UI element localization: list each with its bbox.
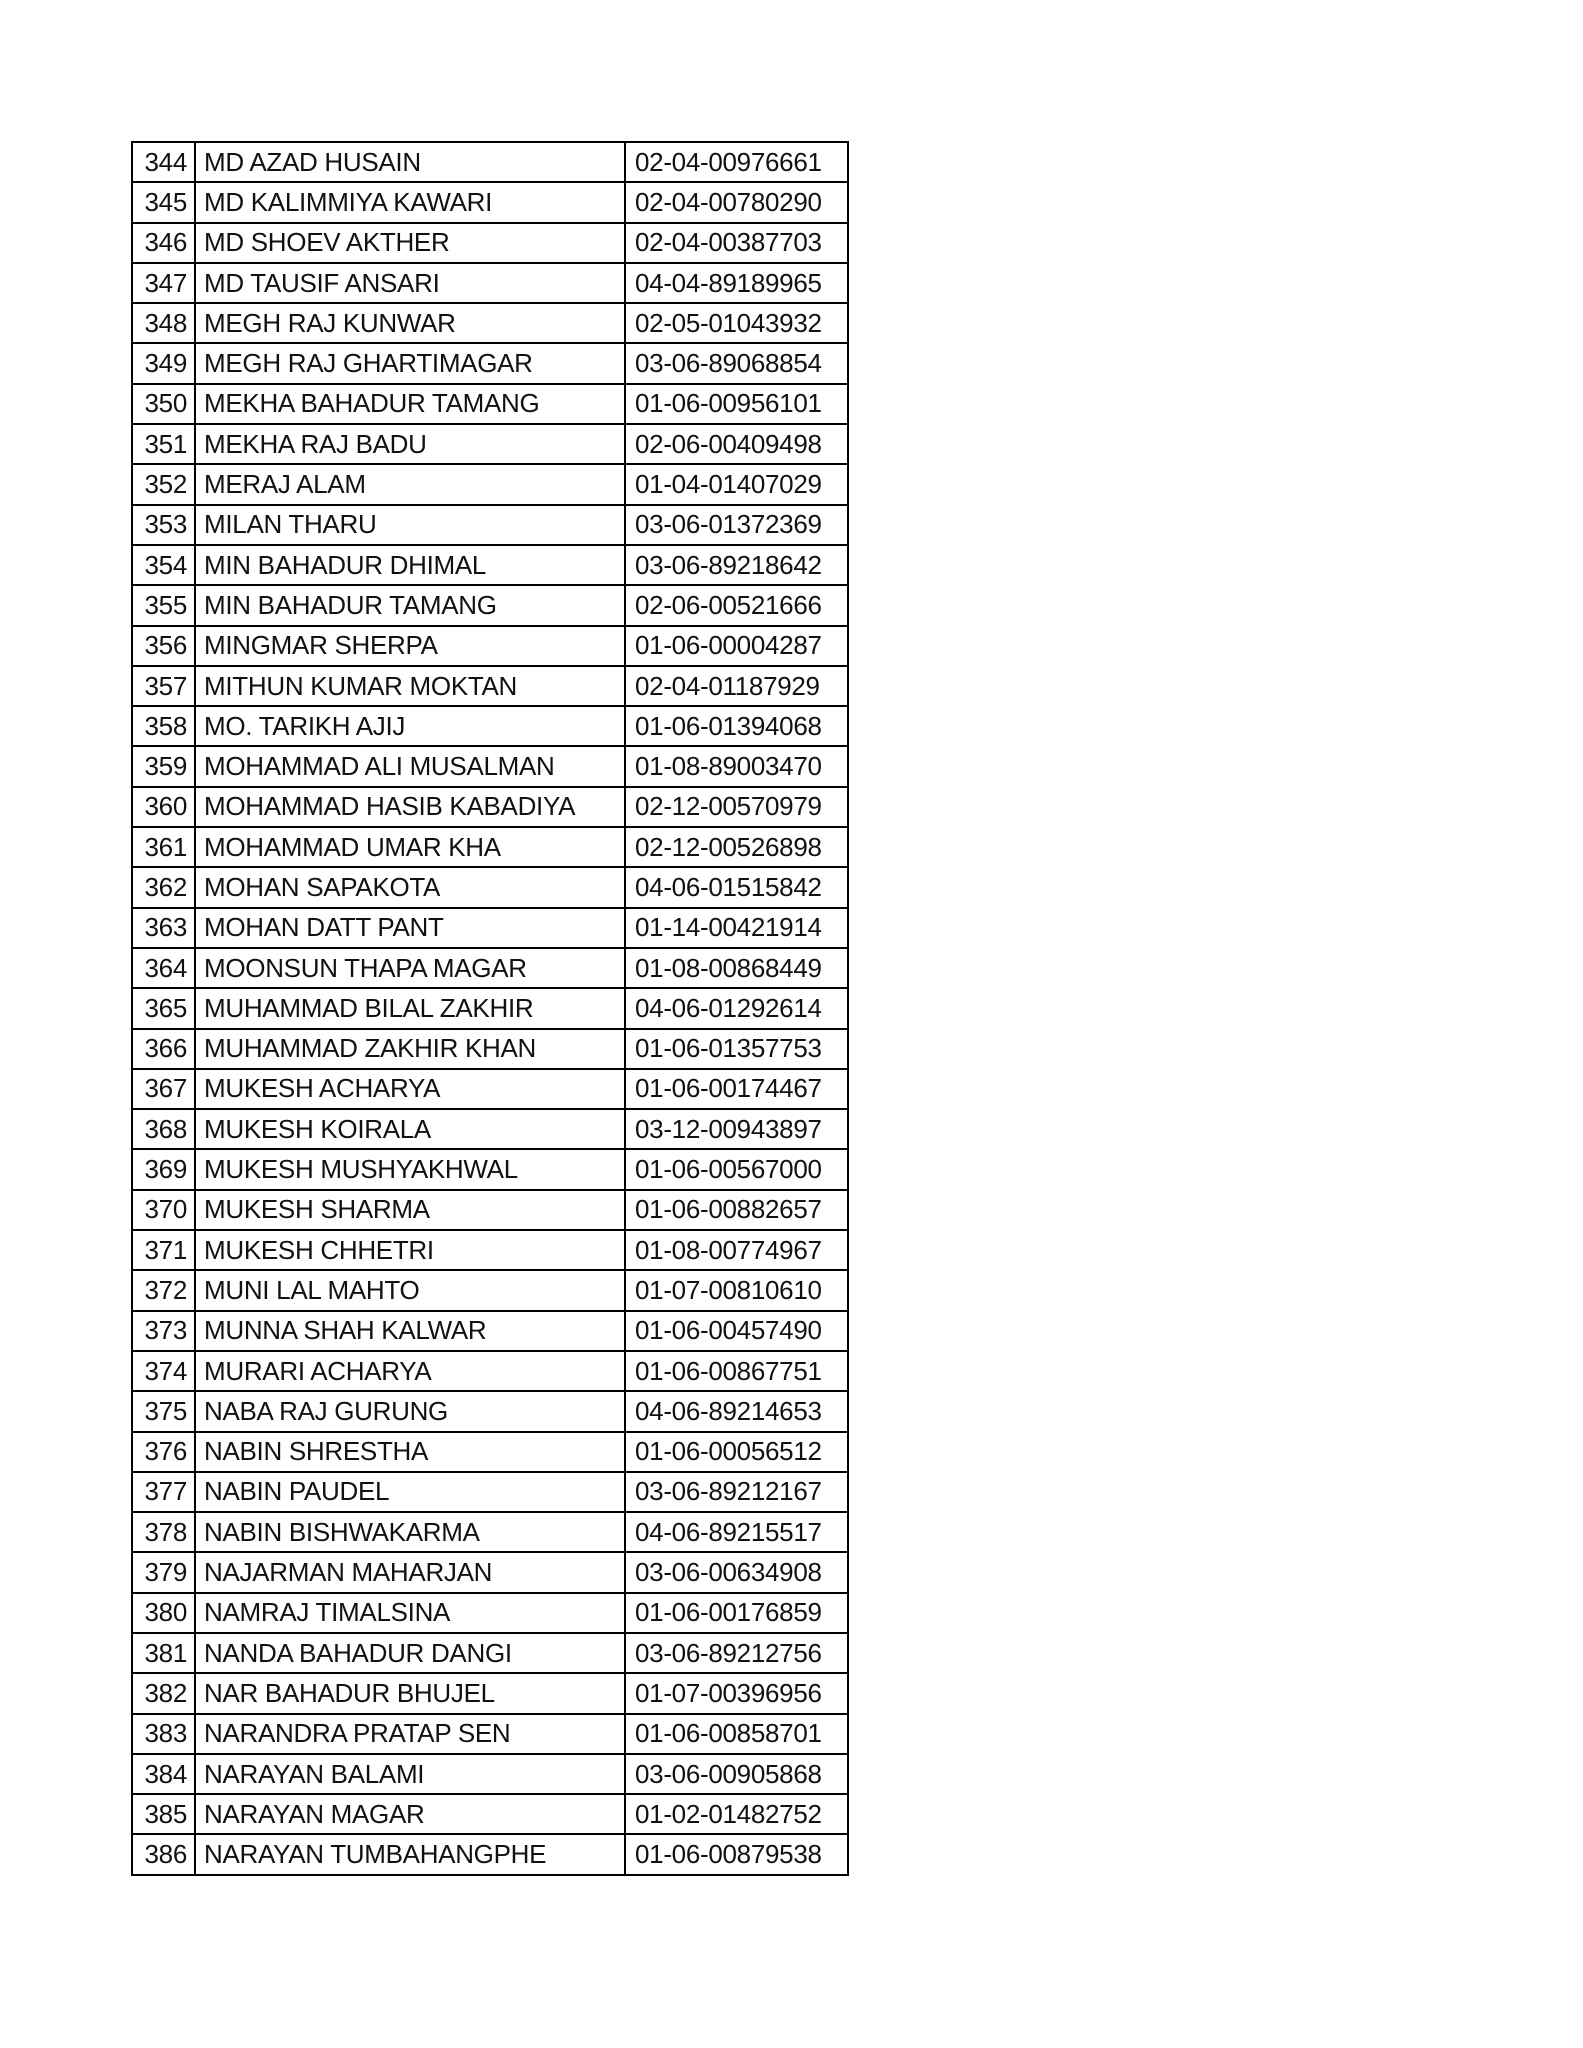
- member-id-cell: 01-06-00956101: [625, 384, 848, 424]
- row-number-cell: 348: [132, 303, 195, 343]
- member-name-cell: MUNI LAL MAHTO: [195, 1270, 625, 1310]
- member-name-cell: MUKESH CHHETRI: [195, 1230, 625, 1270]
- table-row: [132, 1351, 848, 1391]
- table-row: [132, 464, 848, 504]
- member-id-cell: 03-06-89068854: [625, 343, 848, 383]
- member-name-cell: NAJARMAN MAHARJAN: [195, 1552, 625, 1592]
- member-id-cell: 03-06-00905868: [625, 1754, 848, 1794]
- member-id-cell: 04-06-01292614: [625, 988, 848, 1028]
- table-row: [132, 505, 848, 545]
- table-row: [132, 1593, 848, 1633]
- row-number-cell: 351: [132, 424, 195, 464]
- member-name-cell: MUNNA SHAH KALWAR: [195, 1311, 625, 1351]
- member-id-cell: 01-06-00004287: [625, 626, 848, 666]
- member-id-cell: 03-06-89212756: [625, 1633, 848, 1673]
- table-row: [132, 223, 848, 263]
- table-row: [132, 142, 848, 182]
- row-number-cell: 355: [132, 585, 195, 625]
- row-number-cell: 352: [132, 464, 195, 504]
- member-name-cell: MOHAN DATT PANT: [195, 908, 625, 948]
- member-name-cell: NAMRAJ TIMALSINA: [195, 1593, 625, 1633]
- row-number-cell: 367: [132, 1069, 195, 1109]
- member-id-cell: 01-06-00457490: [625, 1311, 848, 1351]
- table-row: [132, 787, 848, 827]
- member-id-cell: 01-07-00396956: [625, 1673, 848, 1713]
- member-name-cell: MUHAMMAD ZAKHIR KHAN: [195, 1029, 625, 1069]
- row-number-cell: 375: [132, 1391, 195, 1431]
- table-row: [132, 1391, 848, 1431]
- table-row: [132, 424, 848, 464]
- row-number-cell: 369: [132, 1149, 195, 1189]
- member-name-cell: NABIN BISHWAKARMA: [195, 1512, 625, 1552]
- member-id-cell: 01-06-01357753: [625, 1029, 848, 1069]
- row-number-cell: 380: [132, 1593, 195, 1633]
- table-row: [132, 585, 848, 625]
- member-name-cell: MIN BAHADUR DHIMAL: [195, 545, 625, 585]
- member-name-cell: MD SHOEV AKTHER: [195, 223, 625, 263]
- row-number-cell: 373: [132, 1311, 195, 1351]
- member-name-cell: NARANDRA PRATAP SEN: [195, 1714, 625, 1754]
- row-number-cell: 370: [132, 1190, 195, 1230]
- member-id-cell: 02-04-01187929: [625, 666, 848, 706]
- member-id-cell: 01-08-89003470: [625, 746, 848, 786]
- row-number-cell: 364: [132, 948, 195, 988]
- member-name-cell: MOONSUN THAPA MAGAR: [195, 948, 625, 988]
- member-id-cell: 02-06-00409498: [625, 424, 848, 464]
- table-row: [132, 1633, 848, 1673]
- row-number-cell: 374: [132, 1351, 195, 1391]
- member-name-cell: MD KALIMMIYA KAWARI: [195, 182, 625, 222]
- table-row: [132, 1472, 848, 1512]
- table-row: [132, 384, 848, 424]
- member-name-cell: NABA RAJ GURUNG: [195, 1391, 625, 1431]
- table-row: [132, 1311, 848, 1351]
- member-id-cell: 03-12-00943897: [625, 1109, 848, 1149]
- member-id-cell: 01-02-01482752: [625, 1794, 848, 1834]
- row-number-cell: 386: [132, 1834, 195, 1874]
- row-number-cell: 368: [132, 1109, 195, 1149]
- member-id-cell: 03-06-89218642: [625, 545, 848, 585]
- member-id-cell: 04-06-89214653: [625, 1391, 848, 1431]
- member-name-cell: MURARI ACHARYA: [195, 1351, 625, 1391]
- table-row: [132, 263, 848, 303]
- row-number-cell: 359: [132, 746, 195, 786]
- member-id-cell: 01-06-00858701: [625, 1714, 848, 1754]
- member-name-cell: MEKHA BAHADUR TAMANG: [195, 384, 625, 424]
- row-number-cell: 350: [132, 384, 195, 424]
- row-number-cell: 347: [132, 263, 195, 303]
- table-row: [132, 1512, 848, 1552]
- table-row: [132, 1190, 848, 1230]
- member-name-cell: MOHAMMAD ALI MUSALMAN: [195, 746, 625, 786]
- row-number-cell: 363: [132, 908, 195, 948]
- table-row: [132, 1834, 848, 1874]
- row-number-cell: 376: [132, 1432, 195, 1472]
- row-number-cell: 360: [132, 787, 195, 827]
- member-name-cell: NABIN PAUDEL: [195, 1472, 625, 1512]
- member-name-cell: MUKESH ACHARYA: [195, 1069, 625, 1109]
- member-name-cell: MOHAMMAD UMAR KHA: [195, 827, 625, 867]
- member-name-cell: MITHUN KUMAR MOKTAN: [195, 666, 625, 706]
- row-number-cell: 344: [132, 142, 195, 182]
- member-id-cell: 01-08-00868449: [625, 948, 848, 988]
- table-row: [132, 908, 848, 948]
- row-number-cell: 346: [132, 223, 195, 263]
- member-name-cell: NANDA BAHADUR DANGI: [195, 1633, 625, 1673]
- table-row: [132, 746, 848, 786]
- row-number-cell: 349: [132, 343, 195, 383]
- row-number-cell: 365: [132, 988, 195, 1028]
- table-row: [132, 827, 848, 867]
- member-name-cell: MERAJ ALAM: [195, 464, 625, 504]
- table-row: [132, 1069, 848, 1109]
- member-id-cell: 01-08-00774967: [625, 1230, 848, 1270]
- table-row: [132, 1149, 848, 1189]
- member-name-cell: MEKHA RAJ BADU: [195, 424, 625, 464]
- table-row: [132, 1754, 848, 1794]
- member-name-cell: MOHAMMAD HASIB KABADIYA: [195, 787, 625, 827]
- member-name-cell: MO. TARIKH AJIJ: [195, 706, 625, 746]
- table-row: [132, 666, 848, 706]
- row-number-cell: 385: [132, 1794, 195, 1834]
- member-id-cell: 01-07-00810610: [625, 1270, 848, 1310]
- row-number-cell: 372: [132, 1270, 195, 1310]
- table-row: [132, 948, 848, 988]
- table-row: [132, 1270, 848, 1310]
- roster-table: [131, 141, 849, 1876]
- member-name-cell: MUKESH KOIRALA: [195, 1109, 625, 1149]
- member-name-cell: NARAYAN BALAMI: [195, 1754, 625, 1794]
- member-name-cell: MUHAMMAD BILAL ZAKHIR: [195, 988, 625, 1028]
- member-name-cell: MD TAUSIF ANSARI: [195, 263, 625, 303]
- row-number-cell: 356: [132, 626, 195, 666]
- row-number-cell: 384: [132, 1754, 195, 1794]
- table-body: [132, 142, 848, 1875]
- member-id-cell: 02-12-00526898: [625, 827, 848, 867]
- table-row: [132, 1029, 848, 1069]
- table-row: [132, 1673, 848, 1713]
- member-id-cell: 03-06-00634908: [625, 1552, 848, 1592]
- member-id-cell: 01-06-00174467: [625, 1069, 848, 1109]
- member-name-cell: MUKESH SHARMA: [195, 1190, 625, 1230]
- member-id-cell: 03-06-89212167: [625, 1472, 848, 1512]
- table-row: [132, 1432, 848, 1472]
- row-number-cell: 358: [132, 706, 195, 746]
- row-number-cell: 345: [132, 182, 195, 222]
- table-row: [132, 182, 848, 222]
- table-row: [132, 1714, 848, 1754]
- member-id-cell: 01-14-00421914: [625, 908, 848, 948]
- member-id-cell: 03-06-01372369: [625, 505, 848, 545]
- table-row: [132, 988, 848, 1028]
- row-number-cell: 357: [132, 666, 195, 706]
- table-row: [132, 706, 848, 746]
- member-id-cell: 02-06-00521666: [625, 585, 848, 625]
- row-number-cell: 361: [132, 827, 195, 867]
- table-row: [132, 1109, 848, 1149]
- member-name-cell: MIN BAHADUR TAMANG: [195, 585, 625, 625]
- row-number-cell: 371: [132, 1230, 195, 1270]
- table-row: [132, 545, 848, 585]
- member-id-cell: 01-06-00567000: [625, 1149, 848, 1189]
- table-row: [132, 1794, 848, 1834]
- row-number-cell: 354: [132, 545, 195, 585]
- member-id-cell: 01-06-00056512: [625, 1432, 848, 1472]
- member-id-cell: 02-04-00976661: [625, 142, 848, 182]
- member-name-cell: MEGH RAJ KUNWAR: [195, 303, 625, 343]
- table-row: [132, 1230, 848, 1270]
- member-id-cell: 02-12-00570979: [625, 787, 848, 827]
- member-name-cell: NARAYAN TUMBAHANGPHE: [195, 1834, 625, 1874]
- member-id-cell: 02-04-00387703: [625, 223, 848, 263]
- member-name-cell: NARAYAN MAGAR: [195, 1794, 625, 1834]
- member-id-cell: 01-06-00176859: [625, 1593, 848, 1633]
- member-id-cell: 04-06-89215517: [625, 1512, 848, 1552]
- row-number-cell: 353: [132, 505, 195, 545]
- row-number-cell: 377: [132, 1472, 195, 1512]
- table-row: [132, 626, 848, 666]
- member-id-cell: 04-06-01515842: [625, 867, 848, 907]
- table-row: [132, 343, 848, 383]
- member-id-cell: 01-06-00879538: [625, 1834, 848, 1874]
- table-row: [132, 303, 848, 343]
- member-id-cell: 01-06-00882657: [625, 1190, 848, 1230]
- member-id-cell: 01-06-00867751: [625, 1351, 848, 1391]
- member-name-cell: MILAN THARU: [195, 505, 625, 545]
- row-number-cell: 362: [132, 867, 195, 907]
- row-number-cell: 383: [132, 1714, 195, 1754]
- member-id-cell: 01-04-01407029: [625, 464, 848, 504]
- row-number-cell: 366: [132, 1029, 195, 1069]
- row-number-cell: 381: [132, 1633, 195, 1673]
- member-name-cell: MEGH RAJ GHARTIMAGAR: [195, 343, 625, 383]
- member-name-cell: MD AZAD HUSAIN: [195, 142, 625, 182]
- member-name-cell: MOHAN SAPAKOTA: [195, 867, 625, 907]
- row-number-cell: 379: [132, 1552, 195, 1592]
- member-name-cell: NABIN SHRESTHA: [195, 1432, 625, 1472]
- member-name-cell: NAR BAHADUR BHUJEL: [195, 1673, 625, 1713]
- table-row: [132, 867, 848, 907]
- member-id-cell: 04-04-89189965: [625, 263, 848, 303]
- member-name-cell: MINGMAR SHERPA: [195, 626, 625, 666]
- row-number-cell: 378: [132, 1512, 195, 1552]
- member-id-cell: 01-06-01394068: [625, 706, 848, 746]
- member-name-cell: MUKESH MUSHYAKHWAL: [195, 1149, 625, 1189]
- member-id-cell: 02-05-01043932: [625, 303, 848, 343]
- row-number-cell: 382: [132, 1673, 195, 1713]
- table-row: [132, 1552, 848, 1592]
- member-id-cell: 02-04-00780290: [625, 182, 848, 222]
